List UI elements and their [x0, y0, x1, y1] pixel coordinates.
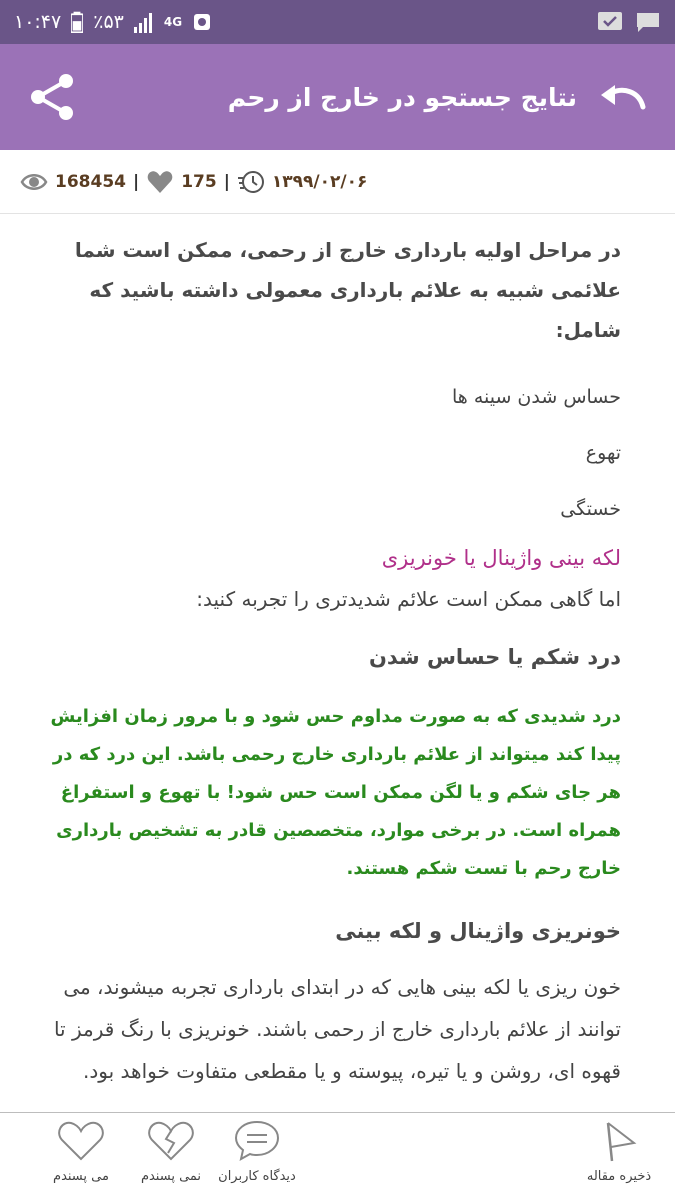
article-lead: در مراحل اولیه بارداری خارج از رحمی، ممکن است شما علائمی شبیه به علائم بارداری معمولی داشته باشید که شامل: — [74, 238, 621, 342]
network-type: 4G — [163, 15, 183, 29]
status-left — [14, 11, 212, 33]
dislike-label: نمی پسندم — [140, 1169, 202, 1184]
share-icon[interactable] — [24, 69, 80, 125]
save-article-button[interactable] — [574, 1119, 664, 1184]
article-meta — [0, 150, 675, 214]
symptom-item: خستگی — [560, 498, 621, 520]
app-bar — [0, 44, 675, 150]
view-count: 168454 — [55, 171, 126, 192]
status-time: ۱۰:۴۷ — [14, 11, 62, 33]
battery-icon — [71, 11, 83, 33]
like-label: می پسندم — [53, 1169, 109, 1184]
symptom-item: حساس شدن سینه ها — [451, 386, 621, 408]
comment-bubble-icon — [232, 1119, 282, 1163]
comments-label: دیدگاه کاربران — [218, 1169, 296, 1184]
eye-icon — [20, 168, 48, 196]
signal-icon — [134, 11, 154, 33]
highlighted-symptom: لکه بینی واژینال یا خونریزی — [381, 546, 621, 570]
meta-separator: | — [132, 171, 140, 192]
symptom-item: تهوع — [585, 442, 621, 464]
article-body — [0, 222, 675, 1112]
meta-separator: | — [223, 171, 230, 192]
bleeding-description: خون ریزی یا لکه بینی هایی که در ابتدای بارداری تجربه میشوند، می توانند از علائم بارداری خارج از رحمی باشند. خونریزی با رنگ قرمز تا قهوه ای، روشن و یا تیره، پیوسته و یا مقطعی متفاوت خواهد بود. — [53, 975, 621, 1083]
recycle-icon — [192, 12, 212, 32]
battery-percent: ٪۵۳ — [93, 11, 124, 33]
like-count: 175 — [181, 171, 217, 192]
status-bar — [0, 0, 675, 44]
notification-check-icon — [597, 11, 623, 33]
heart-outline-icon — [56, 1119, 106, 1163]
clock-icon — [237, 168, 265, 196]
page-title: نتایج جستجو در خارج از رحم — [227, 82, 577, 112]
like-button[interactable] — [36, 1119, 126, 1184]
bottom-action-bar — [0, 1112, 675, 1200]
pain-description: درد شدیدی که به صورت مداوم حس شود و با مرور زمان افزایش پیدا کند میتواند از علائم بارداری خارج رحمی باشد. این درد که در هر جای شکم و یا لگن ممکن است حس شود! با تهوع و استفراغ همراه است. در برخی موارد، متخصصین قادر به تشخیص بارداری خارج رحم با تست شکم هستند. — [50, 706, 621, 879]
dislike-button[interactable] — [126, 1119, 216, 1184]
back-arrow-icon[interactable] — [595, 77, 651, 117]
comments-button[interactable] — [212, 1119, 302, 1184]
heart-icon — [146, 168, 174, 196]
app-bar-title-group — [228, 77, 651, 117]
flag-icon — [594, 1119, 644, 1163]
message-icon — [635, 11, 661, 33]
publish-date: ۱۳۹۹/۰۲/۰۶ — [271, 171, 368, 192]
status-right — [597, 11, 661, 33]
section-heading: درد شکم یا حساس شدن — [368, 645, 621, 669]
section-heading: خونریزی واژینال و لکه بینی — [335, 919, 621, 943]
broken-heart-icon — [146, 1119, 196, 1163]
save-label: ذخیره مقاله — [586, 1169, 652, 1184]
severe-symptoms-intro: اما گاهی ممکن است علائم شدیدتری را تجربه کنید: — [196, 587, 621, 611]
